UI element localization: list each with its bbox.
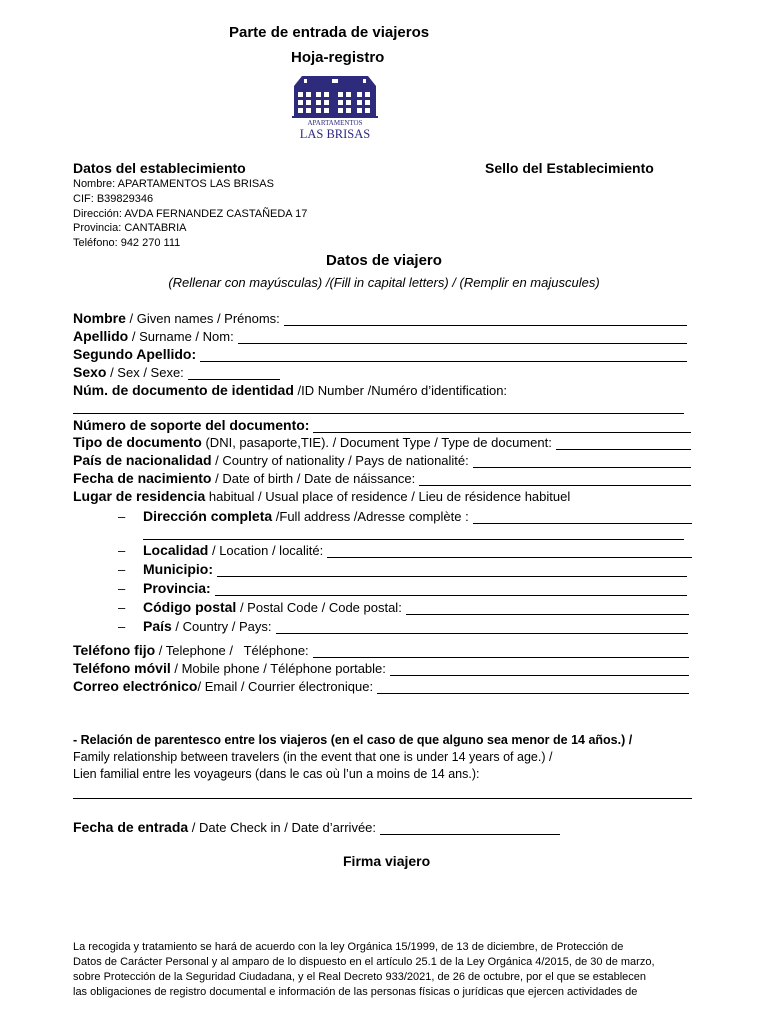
relationship-english: Family relationship between travelers (in the event that one is under 14 years of age.) / [73,750,553,764]
pais-input-line[interactable] [276,621,688,634]
field-segundo-apellido: Segundo Apellido: [73,344,687,362]
capital-letters-instruction: (Rellenar con mayúsculas) /(Fill in capital letters) / (Remplir en majuscules) [168,275,600,290]
relationship-input-line[interactable] [73,798,692,799]
document-title: Parte de entrada de viajeros [229,24,430,41]
segundo-apellido-input-line[interactable] [200,349,687,362]
relationship-spanish: - Relación de parentesco entre los viajeros (en el caso de que alguno sea menor de 14 años.) / [73,733,633,747]
apellido-input-line[interactable] [238,331,687,344]
field-nombre: Nombre / Given names / Prénoms: [73,308,687,326]
field-fecha-nacimiento: Fecha de nacimiento / Date of birth / Date de náissance: [73,468,691,486]
correo-input-line[interactable] [377,681,689,694]
document-subtitle: Hoja-registro [291,49,385,66]
direccion-input-line[interactable] [473,511,692,524]
localidad-input-line[interactable] [327,545,692,558]
fecha-entrada-input-line[interactable] [380,822,560,835]
establishment-address: Dirección: AVDA FERNANDEZ CASTAÑEDA 17 [73,207,308,220]
field-correo: Correo electrónico / Email / Courrier électronique: [73,676,689,694]
telefono-movil-input-line[interactable] [390,663,689,676]
codigo-postal-input-line[interactable] [406,602,689,615]
stamp-heading: Sello del Establecimiento [485,160,654,176]
sexo-input-line[interactable] [188,367,280,380]
telefono-fijo-input-line[interactable] [313,645,689,658]
establishment-phone: Teléfono: 942 270 111 [73,237,181,250]
signature-label: Firma viajero [343,853,431,869]
field-localidad: – Localidad / Location / localité: [118,540,692,558]
las-brisas-logo [292,72,378,140]
field-tipo-documento: Tipo de documento (DNI, pasaporte,TIE). / Document Type / Type de document: [73,432,691,450]
establishment-cif: CIF: B39829346 [73,192,154,205]
field-municipio: – Municipio: [118,559,687,577]
establishment-heading: Datos del establecimiento [73,160,246,176]
fecha-nacimiento-input-line[interactable] [419,473,691,486]
field-provincia: – Provincia: [118,578,687,596]
field-direccion: – Dirección completa /Full address /Adresse complète : [118,506,692,524]
provincia-input-line[interactable] [215,583,687,596]
legal-notice: La recogida y tratamiento se hará de acuerdo con la ley Orgánica 15/1999, de 13 de diciembre, de Protección de Datos de Carácter Personal y al amparo de lo dispuesto en el artículo 25.1 de la Ley Orgánica 4/2015, de 30 de marzo, sobre Protección de la Seguridad Ciudadana, y el Real Decreto 933/2021, de 26 de octubre, por el que se establecen las obligaciones de registro documental e información de las personas físicas o jurídicas que ejercen actividades de [73,941,655,998]
tipo-documento-input-line[interactable] [556,437,691,450]
field-apellido: Apellido / Surname / Nom: [73,326,687,344]
field-num-documento: Núm. de documento de identidad /ID Number /Numéro d’identification: [73,382,508,398]
establishment-info [73,177,307,251]
field-lugar-residencia: Lugar de residencia habitual / Usual place of residence / Lieu de résidence habituel [73,488,571,504]
svg-text:APARTAMENTOS: APARTAMENTOS [307,119,363,127]
field-soporte: Número de soporte del documento: [73,415,691,433]
building-logo-icon [292,72,378,140]
traveler-heading: Datos de viajero [326,252,442,269]
field-telefono-fijo: Teléfono fijo / Telephone / Téléphone: [73,640,689,658]
establishment-province: Provincia: CANTABRIA [73,222,187,235]
establishment-name: Nombre: APARTAMENTOS LAS BRISAS [73,178,274,190]
field-sexo: Sexo / Sex / Sexe: [73,362,280,380]
nombre-input-line[interactable] [284,313,687,326]
svg-text:LAS BRISAS: LAS BRISAS [299,127,371,140]
pais-nacionalidad-input-line[interactable] [473,455,691,468]
field-pais-nacionalidad: País de nacionalidad / Country of nationality / Pays de nationalité: [73,450,691,468]
municipio-input-line[interactable] [217,564,687,577]
field-pais: – País / Country / Pays: [118,616,688,634]
field-telefono-movil: Teléfono móvil / Mobile phone / Téléphone portable: [73,658,689,676]
relationship-french: Lien familial entre les voyageurs (dans le cas où l’un a moins de 14 ans.): [73,767,480,781]
field-fecha-entrada: Fecha de entrada / Date Check in / Date d’arrivée: [73,817,560,835]
num-documento-input-line[interactable] [73,413,684,414]
field-codigo-postal: – Código postal / Postal Code / Code postal: [118,597,689,615]
